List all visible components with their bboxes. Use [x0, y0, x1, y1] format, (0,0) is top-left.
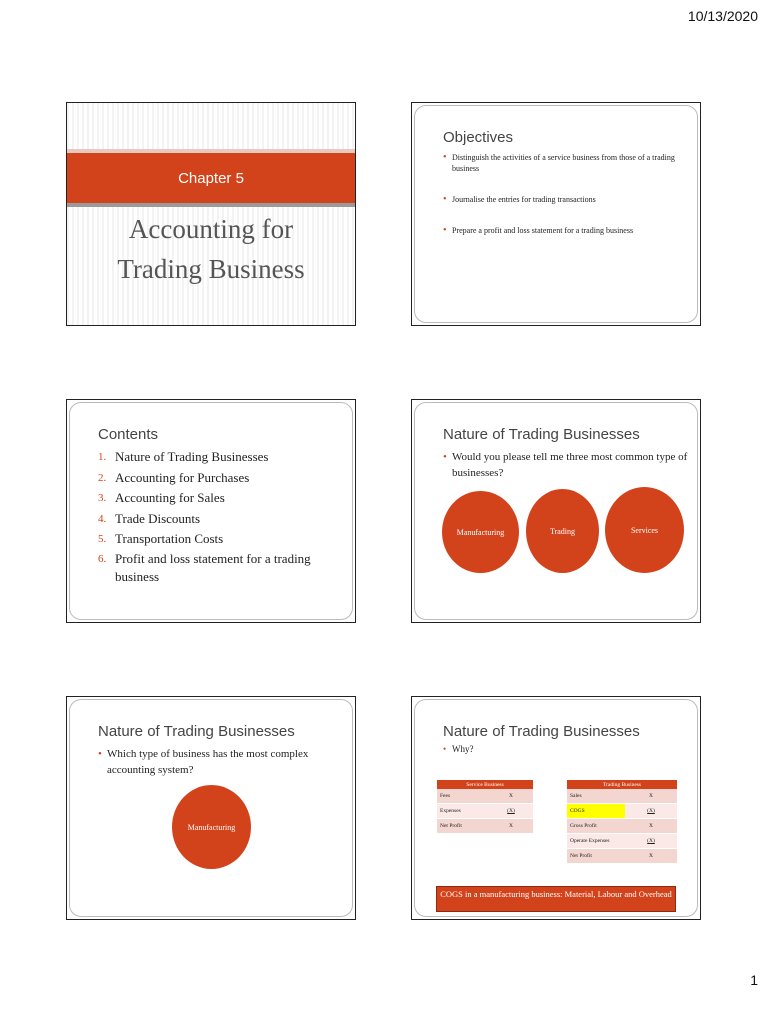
contents-item [98, 488, 341, 509]
table-cell-highlighted: COGS [567, 804, 625, 819]
table-row [567, 789, 677, 804]
slide-heading: Nature of Trading Businesses [443, 723, 640, 740]
cogs-note-box: COGS in a manufacturing business: Material, Labour and Overhead [436, 886, 676, 912]
contents-item [98, 447, 341, 468]
chapter-band [67, 149, 355, 207]
table-cell: (X) [489, 804, 533, 819]
contents-list [98, 447, 341, 586]
objective-item: • Prepare a profit and loss statement for a trading business [443, 225, 688, 236]
slide-objectives [411, 102, 701, 326]
objectives-list [443, 152, 688, 236]
item-number: 1. [98, 451, 107, 463]
table-row [567, 834, 677, 849]
objective-item: • Journalise the entries for trading transactions [443, 194, 688, 205]
table-cell: X [489, 819, 533, 834]
table-cell: Operate Expenses [567, 834, 625, 849]
item-text: Accounting for Purchases [115, 469, 250, 485]
item-number: 3. [98, 492, 107, 504]
slide-title [66, 102, 356, 326]
question-bullet: • Which type of business has the most complex accounting system? [98, 746, 345, 778]
table-header: Trading Business [567, 780, 677, 789]
slide-heading: Objectives [443, 129, 514, 146]
question-bullet: • Would you please tell me three most common type of businesses? [443, 449, 690, 481]
table-cell: Net Profit [437, 819, 489, 834]
item-text: Transportation Costs [115, 531, 224, 546]
table-cell: Sales [567, 789, 625, 804]
title-line-2: Trading Business [117, 254, 305, 284]
contents-item [98, 509, 341, 530]
circle-manufacturing: Manufacturing [172, 785, 251, 869]
service-business-table [437, 780, 533, 834]
table-row [567, 804, 677, 819]
circle-trading: Trading [526, 489, 599, 573]
why-bullet: • Why? [443, 744, 474, 754]
table-cell: Expenses [437, 804, 489, 819]
slide-heading: Nature of Trading Businesses [443, 426, 640, 443]
table-row [437, 789, 533, 804]
trading-business-table [567, 780, 677, 864]
circle-services: Services [605, 487, 684, 573]
contents-item [98, 468, 341, 489]
table-row [437, 804, 533, 819]
item-number: 5. [98, 533, 107, 545]
slide-nature-1 [411, 399, 701, 623]
item-number: 2. [98, 471, 107, 484]
contents-item [98, 550, 341, 586]
item-number: 6. [98, 552, 107, 565]
table-cell: X [489, 789, 533, 804]
item-text: Trade Discounts [115, 510, 201, 526]
slide-heading: Contents [98, 426, 159, 443]
table-header: Service Business [437, 780, 533, 789]
print-date: 10/13/2020 [687, 8, 758, 24]
table-cell: (X) [625, 804, 677, 819]
table-cell: Gross Profit [567, 819, 625, 834]
table-row [567, 849, 677, 864]
item-text: Profit and loss statement for a trading business [115, 550, 311, 584]
table-row [437, 819, 533, 834]
page-number: 1 [750, 972, 758, 988]
slide-contents [66, 399, 356, 623]
table-row [567, 819, 677, 834]
table-cell: Fees [437, 789, 489, 804]
table-cell: (X) [625, 834, 677, 849]
table-cell: Net Profit [567, 849, 625, 864]
contents-item [98, 529, 341, 550]
item-text: Accounting for Sales [115, 490, 225, 505]
slide-nature-2 [66, 696, 356, 920]
item-number: 4. [98, 512, 107, 525]
chapter-label: Chapter 5 [178, 169, 244, 187]
slide-main-title [67, 209, 355, 289]
circle-manufacturing: Manufacturing [442, 491, 519, 573]
slide-heading: Nature of Trading Businesses [98, 723, 295, 740]
table-cell: X [625, 819, 677, 834]
table-cell: X [625, 849, 677, 864]
item-text: Nature of Trading Businesses [115, 449, 269, 464]
title-line-1: Accounting for [128, 214, 294, 244]
slide-nature-3 [411, 696, 701, 920]
table-cell: X [625, 789, 677, 804]
objective-item: • Distinguish the activities of a service business from those of a trading business [443, 152, 688, 174]
